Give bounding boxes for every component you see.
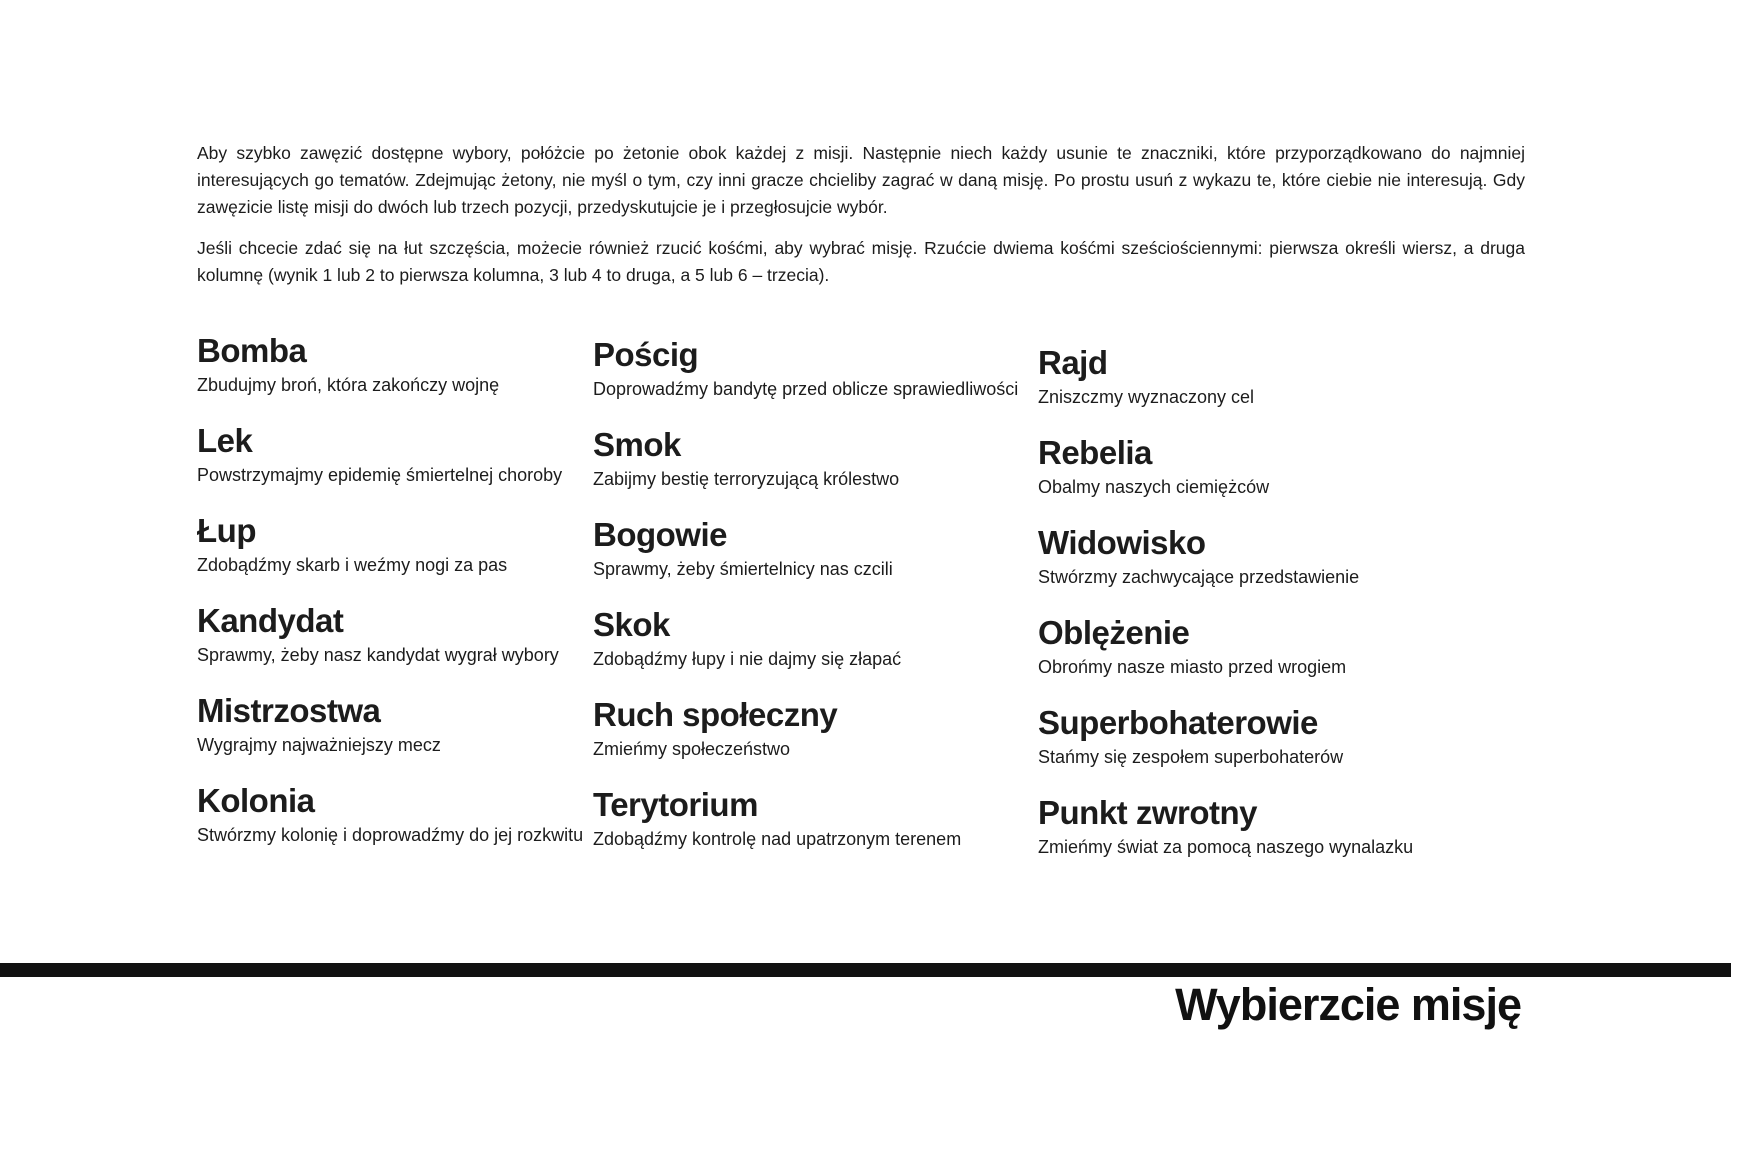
mission-entry [197, 422, 617, 486]
mission-description: Obalmy naszych ciemiężców [1038, 477, 1270, 497]
mission-description: Zdobądźmy łupy i nie dajmy się złapać [593, 649, 902, 669]
mission-entry [593, 696, 1053, 760]
mission-description: Zmieńmy świat za pomocą naszego wynalazku [1038, 837, 1414, 857]
mission-entry [1038, 524, 1528, 588]
mission-entry [197, 602, 617, 666]
mission-description: Zmieńmy społeczeństwo [593, 739, 791, 759]
mission-entry [1038, 344, 1528, 408]
mission-title: Widowisko [1038, 524, 1206, 561]
mission-entry [197, 332, 617, 396]
mission-entry [593, 426, 1053, 490]
mission-description: Zabijmy bestię terroryzującą królestwo [593, 469, 900, 489]
mission-entry [197, 692, 617, 756]
mission-title: Skok [593, 606, 670, 643]
mission-entry [1038, 704, 1528, 768]
mission-title: Smok [593, 426, 681, 463]
mission-description: Doprowadźmy bandytę przed oblicze sprawiedliwości [593, 379, 1019, 399]
mission-description: Powstrzymajmy epidemię śmiertelnej choroby [197, 465, 563, 485]
mission-entry [593, 606, 1053, 670]
mission-entry [1038, 794, 1528, 858]
mission-title: Rajd [1038, 344, 1108, 381]
mission-description: Stańmy się zespołem superbohaterów [1038, 747, 1344, 767]
mission-title: Ruch społeczny [593, 696, 838, 733]
mission-title: Terytorium [593, 786, 758, 823]
mission-description: Sprawmy, żeby nasz kandydat wygrał wybory [197, 645, 559, 665]
mission-title: Pościg [593, 336, 699, 373]
mission-description: Zdobądźmy kontrolę nad upatrzonym terenem [593, 829, 962, 849]
mission-title: Mistrzostwa [197, 692, 381, 729]
mission-description: Stwórzmy kolonię i doprowadźmy do jej rozkwitu [197, 825, 584, 845]
mission-entry [593, 786, 1053, 850]
mission-entry [593, 516, 1053, 580]
mission-title: Rebelia [1038, 434, 1152, 471]
intro-paragraph-2: Jeśli chcecie zdać się na łut szczęścia, możecie również rzucić kośćmi, aby wybrać misję. Rzućcie dwiema kośćmi sześciościennymi: pierwsza określi wiersz, a druga kolumnę (wynik 1 lub 2 to pierwsza kolumna, 3 lub 4 to druga, a 5 lub 6 – trzecia). [197, 238, 1525, 285]
mission-description: Obrońmy nasze miasto przed wrogiem [1038, 657, 1347, 677]
mission-column-2 [593, 336, 1053, 876]
mission-description: Stwórzmy zachwycające przedstawienie [1038, 567, 1360, 587]
mission-entry [1038, 614, 1528, 678]
mission-entry [593, 336, 1053, 400]
section-title: Wybierzcie misję [1175, 979, 1521, 1030]
mission-title: Bogowie [593, 516, 727, 553]
mission-description: Zbudujmy broń, która zakończy wojnę [197, 375, 500, 395]
mission-description: Zdobądźmy skarb i weźmy nogi za pas [197, 555, 508, 575]
mission-entry [1038, 434, 1528, 498]
mission-title: Punkt zwrotny [1038, 794, 1258, 831]
mission-entry [197, 512, 617, 576]
mission-column-3 [1038, 344, 1528, 884]
mission-entry [197, 782, 617, 846]
mission-title: Kolonia [197, 782, 315, 819]
mission-title: Lek [197, 422, 253, 459]
section-divider-bar [0, 963, 1731, 977]
mission-description: Sprawmy, żeby śmiertelnicy nas czcili [593, 559, 893, 579]
mission-description: Wygrajmy najważniejszy mecz [197, 735, 441, 755]
intro-text-block [197, 140, 1525, 289]
intro-paragraph-1: Aby szybko zawęzić dostępne wybory, połóżcie po żetonie obok każdej z misji. Następnie niech każdy usunie te znaczniki, które przyporządkowano do najmniej interesujących go tematów. Zdejmując żetony, nie myśl o tym, czy inni gracze chcieliby zagrać w daną misję. Po prostu usuń z wykazu te, które ciebie nie interesują. Gdy zawęzicie listę misji do dwóch lub trzech pozycji, przedyskutujcie je i przegłosujcie wybór. [197, 143, 1525, 217]
mission-title: Oblężenie [1038, 614, 1190, 651]
mission-title: Bomba [197, 332, 307, 369]
mission-title: Superbohaterowie [1038, 704, 1318, 741]
mission-title: Łup [197, 512, 256, 549]
mission-description: Zniszczmy wyznaczony cel [1038, 387, 1255, 407]
mission-title: Kandydat [197, 602, 344, 639]
mission-column-1 [197, 332, 617, 872]
